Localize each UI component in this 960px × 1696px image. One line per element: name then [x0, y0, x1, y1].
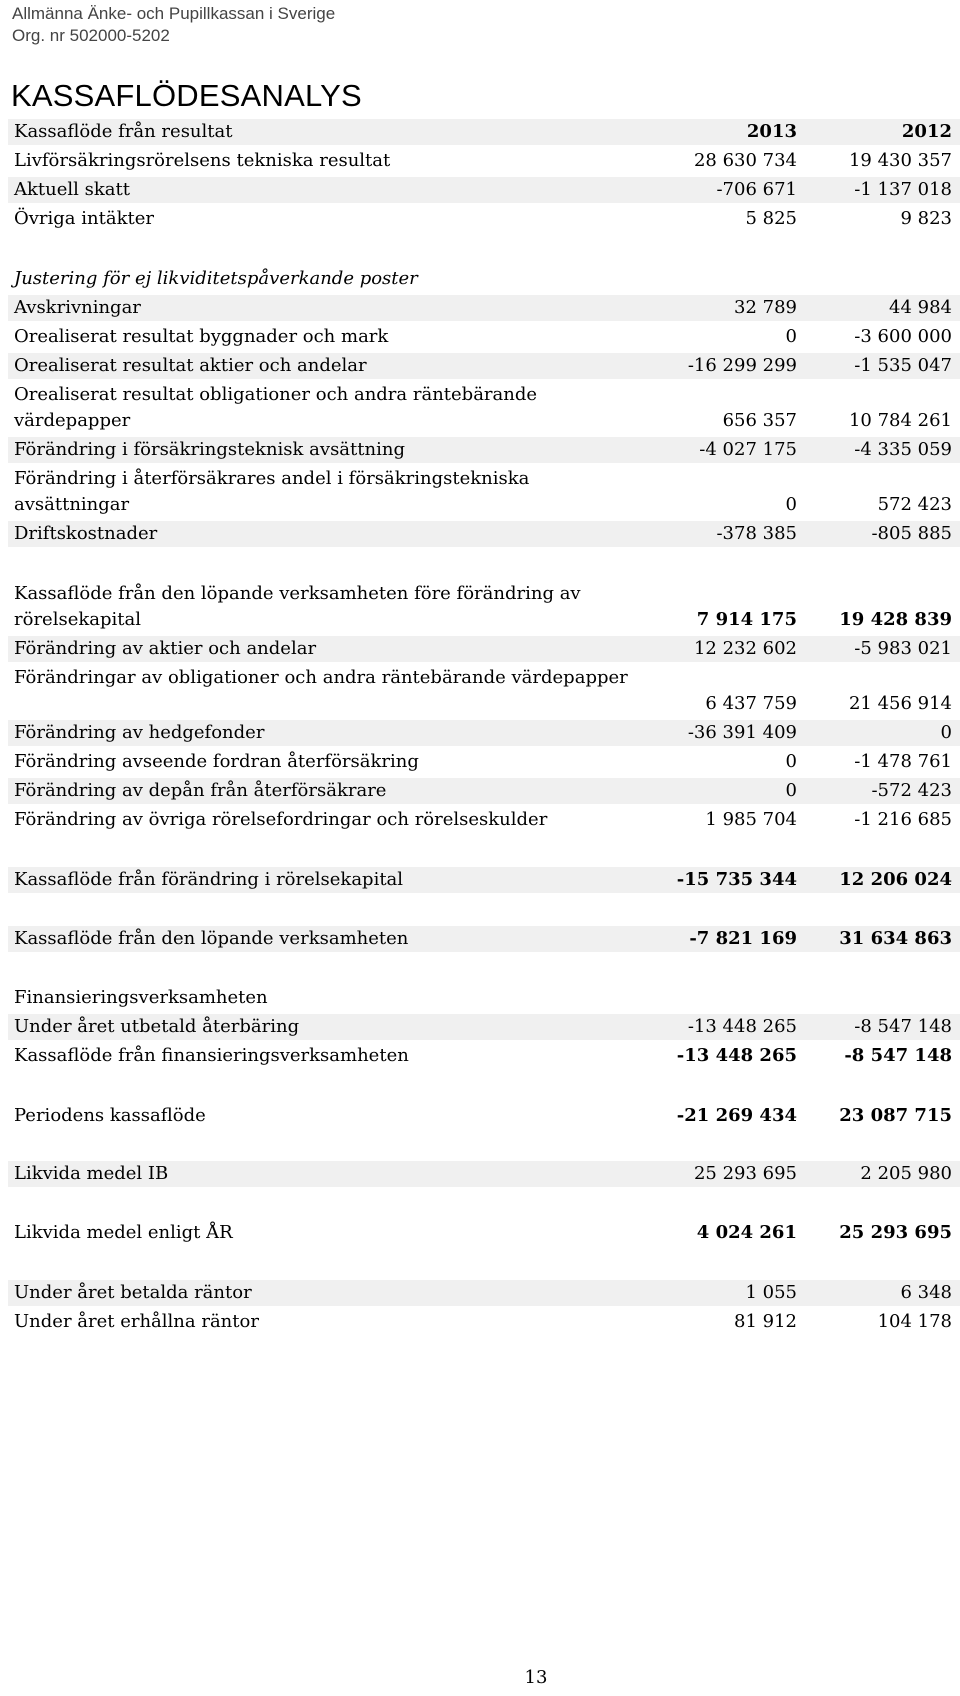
row-label: Periodens kassaflöde — [14, 1105, 206, 1126]
row-label: Kassaflöde från förändring i rörelsekapital — [14, 869, 404, 890]
page-number: 13 — [524, 1667, 548, 1688]
table-row — [8, 926, 960, 952]
value-2012: 104 178 — [877, 1311, 952, 1332]
row-label: Förändring i återförsäkrares andel i försäkringstekniska avsättningar — [14, 468, 530, 515]
value-2012: 10 784 261 — [848, 410, 952, 431]
table-row — [8, 295, 960, 321]
value-2013: -21 269 434 — [676, 1105, 797, 1126]
row-label: Orealiserat resultat aktier och andelar — [14, 355, 367, 376]
value-2012: 31 634 863 — [839, 928, 952, 949]
value-2013: 0 — [785, 326, 797, 347]
table-row — [8, 867, 960, 893]
row-label: Likvida medel IB — [14, 1163, 169, 1184]
value-2013: 2013 — [746, 121, 797, 142]
value-2012: -572 423 — [871, 780, 952, 801]
value-2013: 81 912 — [734, 1311, 797, 1332]
value-2013: 1 985 704 — [705, 809, 797, 830]
row-label: Förändring avseende fordran återförsäkring — [14, 751, 419, 772]
value-2012: -805 885 — [871, 523, 952, 544]
table-row — [8, 985, 960, 1011]
value-2012: 9 823 — [900, 208, 952, 229]
row-label: Under året utbetald återbäring — [14, 1016, 300, 1037]
table-row — [8, 1309, 960, 1335]
value-2013: 12 232 602 — [693, 638, 797, 659]
table-row — [8, 749, 960, 775]
value-2013: -15 735 344 — [676, 869, 797, 890]
value-2012: 19 430 357 — [848, 150, 952, 171]
value-2012: -5 983 021 — [854, 638, 952, 659]
value-2013: 4 024 261 — [696, 1222, 797, 1243]
value-2012: 21 456 914 — [848, 693, 952, 714]
table-row — [8, 119, 960, 145]
value-2012: 44 984 — [889, 297, 952, 318]
row-label: Justering för ej likviditetspåverkande poster — [14, 268, 418, 289]
value-2012: 23 087 715 — [839, 1105, 952, 1126]
value-2013: 5 825 — [745, 208, 797, 229]
value-2013: -36 391 409 — [687, 722, 797, 743]
row-label: Kassaflöde från den löpande verksamheten före förändring av rörelsekapital — [14, 583, 581, 630]
table-row — [8, 1014, 960, 1040]
value-2012: 6 348 — [900, 1282, 952, 1303]
value-2012: -4 335 059 — [854, 439, 952, 460]
value-2012: -8 547 148 — [844, 1045, 952, 1066]
table-row — [8, 353, 960, 379]
value-2013: -378 385 — [716, 523, 797, 544]
value-2013: 6 437 759 — [705, 693, 797, 714]
row-label: Orealiserat resultat byggnader och mark — [14, 326, 389, 347]
value-2013: 32 789 — [734, 297, 797, 318]
value-2012: 2012 — [901, 121, 952, 142]
table-row — [8, 720, 960, 746]
table-row — [8, 177, 960, 203]
value-2013: -16 299 299 — [687, 355, 797, 376]
value-2013: 7 914 175 — [696, 609, 797, 630]
table-row — [8, 521, 960, 547]
row-label: Driftskostnader — [14, 523, 158, 544]
table-row — [8, 466, 960, 518]
value-2012: -1 478 761 — [854, 751, 952, 772]
value-2013: -7 821 169 — [689, 928, 797, 949]
table-row — [8, 1280, 960, 1306]
value-2013: 28 630 734 — [693, 150, 797, 171]
value-2013: 0 — [785, 780, 797, 801]
row-label: Förändring av aktier och andelar — [14, 638, 317, 659]
row-label: Under året erhållna räntor — [14, 1311, 259, 1332]
organization-name: Allmänna Änke- och Pupillkassan i Sverige — [12, 4, 336, 23]
table-row — [8, 778, 960, 804]
value-2012: -1 216 685 — [854, 809, 952, 830]
value-2013: -13 448 265 — [687, 1016, 797, 1037]
row-label: Kassaflöde från finansieringsverksamheten — [14, 1045, 409, 1066]
value-2012: 0 — [940, 722, 952, 743]
page-title: KASSAFLÖDESANALYS — [11, 78, 362, 113]
value-2013: 656 357 — [722, 410, 797, 431]
value-2012: -3 600 000 — [854, 326, 952, 347]
table-row — [8, 636, 960, 662]
value-2013: -4 027 175 — [699, 439, 797, 460]
row-label: Förändringar av obligationer och andra räntebärande värdepapper — [14, 667, 628, 688]
row-label: Aktuell skatt — [14, 179, 130, 200]
table-row — [8, 581, 960, 633]
table-row — [8, 382, 960, 434]
row-label: Övriga intäkter — [14, 208, 154, 229]
table-row — [8, 266, 960, 292]
row-label: Likvida medel enligt ÅR — [14, 1222, 233, 1243]
row-label: Förändring i försäkringsteknisk avsättning — [14, 439, 405, 460]
value-2012: 12 206 024 — [839, 869, 952, 890]
value-2013: 1 055 — [745, 1282, 797, 1303]
value-2013: -13 448 265 — [676, 1045, 797, 1066]
value-2013: 0 — [785, 751, 797, 772]
row-label: Förändring av depån från återförsäkrare — [14, 780, 387, 801]
table-row — [8, 807, 960, 833]
table-row — [8, 1043, 960, 1069]
value-2013: -706 671 — [716, 179, 797, 200]
table-row — [8, 148, 960, 174]
row-label: Orealiserat resultat obligationer och andra räntebärande värdepapper — [14, 384, 538, 431]
value-2012: 2 205 980 — [860, 1163, 952, 1184]
table-row — [8, 1161, 960, 1187]
row-label: Kassaflöde från den löpande verksamheten — [14, 928, 409, 949]
table-row — [8, 324, 960, 350]
organization-number: Org. nr 502000-5202 — [12, 26, 170, 45]
value-2013: 25 293 695 — [693, 1163, 797, 1184]
row-label: Under året betalda räntor — [14, 1282, 252, 1303]
value-2012: 25 293 695 — [839, 1222, 952, 1243]
value-2012: -1 535 047 — [854, 355, 952, 376]
row-label: Avskrivningar — [14, 297, 141, 318]
row-label: Förändring av övriga rörelsefordringar och rörelseskulder — [14, 809, 548, 830]
row-label: Finansieringsverksamheten — [14, 987, 268, 1008]
table-row — [8, 665, 960, 717]
row-label: Kassaflöde från resultat — [14, 121, 233, 142]
table-row — [8, 437, 960, 463]
value-2013: 0 — [785, 494, 797, 515]
value-2012: 572 423 — [877, 494, 952, 515]
value-2012: -1 137 018 — [854, 179, 952, 200]
row-label: Livförsäkringsrörelsens tekniska resultat — [14, 150, 391, 171]
value-2012: 19 428 839 — [839, 609, 952, 630]
row-label: Förändring av hedgefonder — [14, 722, 265, 743]
table-row — [8, 1220, 960, 1246]
value-2012: -8 547 148 — [854, 1016, 952, 1037]
table-row — [8, 206, 960, 232]
table-row — [8, 1103, 960, 1129]
